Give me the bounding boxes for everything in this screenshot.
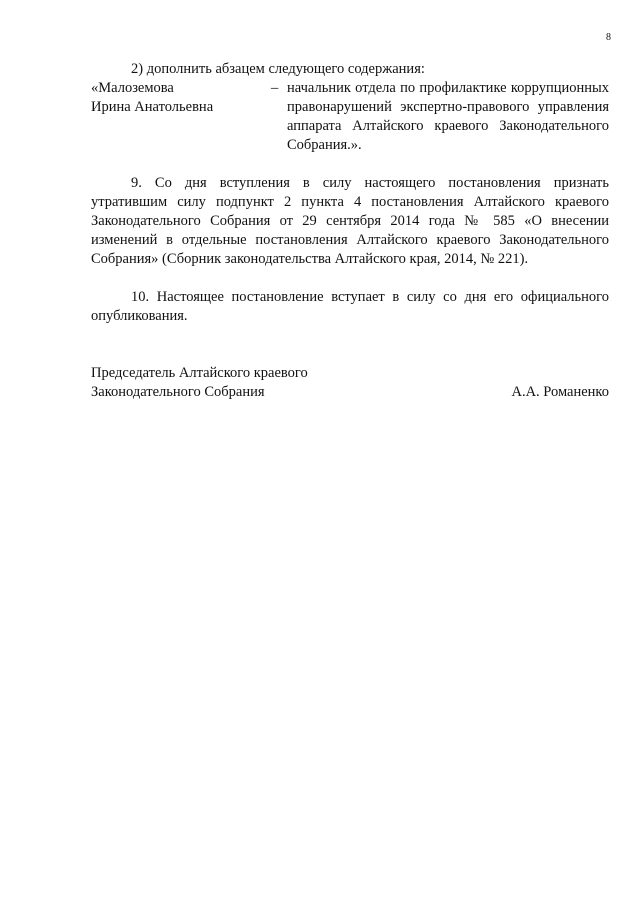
item-9-paragraph: 9. Со дня вступления в силу настоящего постановления признать утратившим силу подпункт 2 пункта 4 постановления Алтайского краевого Законодательного Собрания от 29 сентября 2014 года № 585 «О внесении изменений в отдельные постановления Алтайского краевого Законодательного Собрания» (Сборник законодательства Алтайского края, 2014, № 221). — [91, 175, 609, 267]
page-number: 8 — [606, 32, 611, 43]
document-body — [91, 60, 609, 402]
spacer — [91, 326, 609, 364]
appointee-name — [91, 79, 271, 117]
signatory-title-line2: Законодательного Собрания — [91, 384, 265, 400]
signatory-name: А.А. Романенко — [511, 384, 609, 400]
appointee-given-names: Ирина Анатольевна — [91, 99, 214, 115]
item-10-paragraph: 10. Настоящее постановление вступает в силу со дня его официального опубликования. — [91, 289, 609, 324]
appointment-entry — [91, 79, 609, 155]
signature-block — [91, 364, 609, 402]
appointment-dash: – — [271, 80, 279, 96]
appointee-surname: «Малоземова — [91, 80, 174, 96]
item-2-paragraph: 2) дополнить абзацем следующего содержания: — [131, 61, 425, 77]
signatory-title-line1: Председатель Алтайского краевого — [91, 365, 308, 381]
signature-row — [91, 383, 609, 402]
appointee-position: начальник отдела по профилактике коррупционных правонарушений экспертно-правового управления аппарата Алтайского краевого Законодательного Собрания.». — [287, 80, 609, 153]
spacer — [91, 155, 609, 174]
spacer — [91, 269, 609, 288]
